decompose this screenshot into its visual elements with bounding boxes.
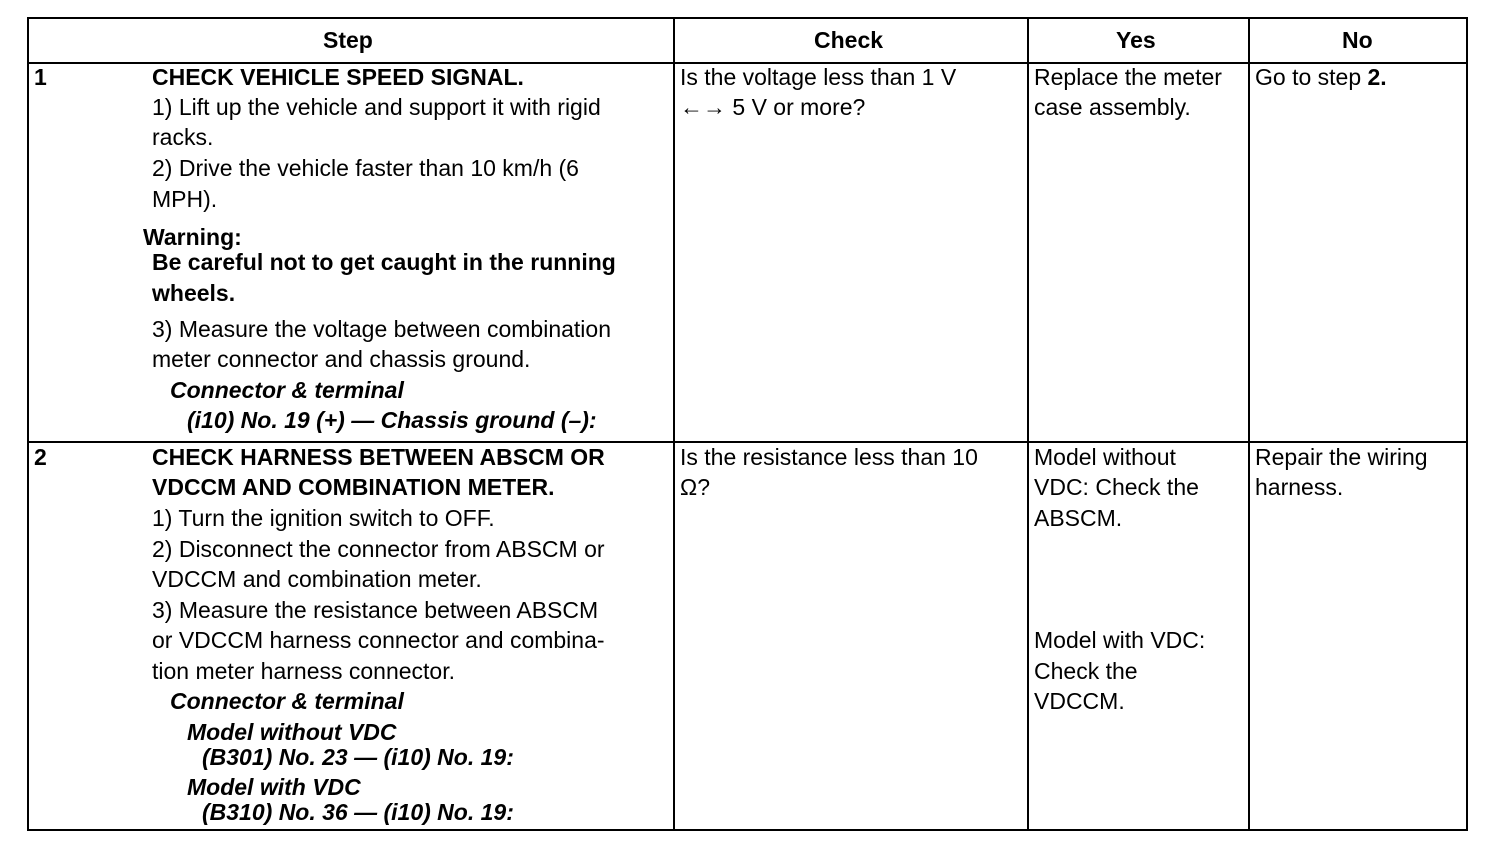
check-text: Ω? xyxy=(680,474,710,500)
no-text-prefix: Go to step xyxy=(1255,64,1368,90)
no-text xyxy=(1255,62,1387,92)
check-text: Is the resistance less than 10 xyxy=(680,444,978,470)
no-step-ref: 2. xyxy=(1367,64,1387,90)
check-text: ←→ 5 V or more? xyxy=(680,94,866,120)
warning-text: Be careful not to get caught in the running xyxy=(152,249,616,275)
model-label: Model with VDC xyxy=(187,774,361,800)
yes-text: Replace the meter xyxy=(1034,64,1222,90)
header-yes: Yes xyxy=(1116,27,1156,53)
yes-text: case assembly. xyxy=(1034,94,1191,120)
yes-text: Check the xyxy=(1034,658,1138,684)
connector-label: Connector & terminal xyxy=(170,377,404,403)
column-divider xyxy=(1248,19,1250,829)
yes-text: VDCCM. xyxy=(1034,688,1125,714)
step-instruction: racks. xyxy=(152,124,214,150)
step-instruction: or VDCCM harness connector and combina- xyxy=(152,627,605,653)
warning-text: wheels. xyxy=(152,280,236,306)
step-instruction: MPH). xyxy=(152,186,218,212)
step-instruction: 1) Turn the ignition switch to OFF. xyxy=(152,505,495,531)
step-number: 2 xyxy=(34,444,47,470)
step-instruction: 1) Lift up the vehicle and support it with rigid xyxy=(152,94,601,120)
check-text: Is the voltage less than 1 V xyxy=(680,64,957,90)
yes-text: Model with VDC: xyxy=(1034,627,1206,653)
no-text: harness. xyxy=(1255,474,1344,500)
step-number: 1 xyxy=(34,64,47,90)
connector-label: Connector & terminal xyxy=(170,688,404,714)
header-no: No xyxy=(1342,27,1373,53)
step-instruction: 3) Measure the resistance between ABSCM xyxy=(152,597,599,623)
yes-text: VDC: Check the xyxy=(1034,474,1199,500)
step-title: CHECK VEHICLE SPEED SIGNAL. xyxy=(152,64,524,90)
connector-value: (i10) No. 19 (+) — Chassis ground (–): xyxy=(187,407,597,433)
connector-value: (B310) No. 36 — (i10) No. 19: xyxy=(202,799,514,825)
model-label: Model without VDC xyxy=(187,719,397,745)
step-instruction: 2) Drive the vehicle faster than 10 km/h (6 xyxy=(152,155,579,181)
header-step: Step xyxy=(323,27,373,53)
no-text: Repair the wiring xyxy=(1255,444,1428,470)
step-title: CHECK HARNESS BETWEEN ABSCM OR xyxy=(152,444,605,470)
step-instruction: 2) Disconnect the connector from ABSCM or xyxy=(152,536,605,562)
column-divider xyxy=(673,19,675,829)
connector-value: (B301) No. 23 — (i10) No. 19: xyxy=(202,744,514,770)
header-check: Check xyxy=(814,27,884,53)
step-title: VDCCM AND COMBINATION METER. xyxy=(152,474,555,500)
step-instruction: 3) Measure the voltage between combination xyxy=(152,316,612,342)
yes-text: Model without xyxy=(1034,444,1176,470)
step-instruction: tion meter harness connector. xyxy=(152,658,455,684)
yes-text: ABSCM. xyxy=(1034,505,1123,531)
warning-label: Warning: xyxy=(143,224,242,250)
step-instruction: VDCCM and combination meter. xyxy=(152,566,482,592)
step-instruction: meter connector and chassis ground. xyxy=(152,346,531,372)
column-divider xyxy=(1027,19,1029,829)
